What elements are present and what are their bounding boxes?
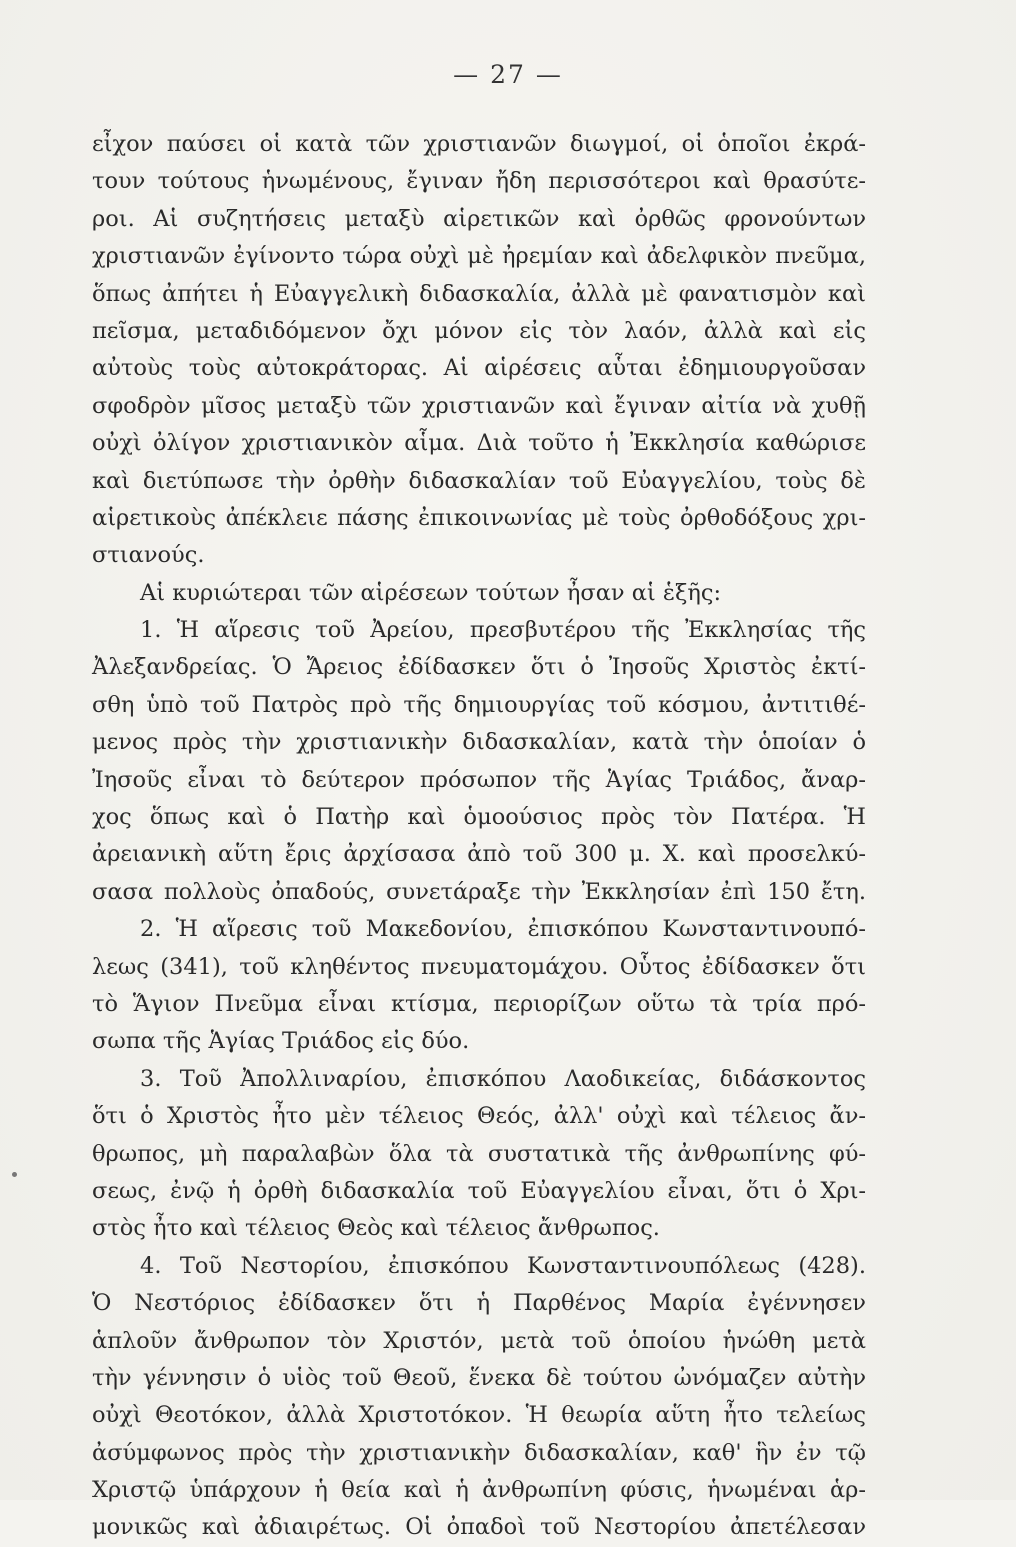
- text-line: σφοδρὸν μῖσος μεταξὺ τῶν χριστιανῶν καὶ ἔγιναν αἰτία νὰ χυθῇ: [92, 392, 866, 419]
- text-line: σωπα τῆς Ἁγίας Τριάδος εἰς δύο.: [92, 1028, 470, 1055]
- text-line: 3. Τοῦ Ἀπολλιναρίου, ἐπισκόπου Λαοδικείας, διδάσκοντος: [140, 1065, 866, 1092]
- text-line: αὐτοὺς τοὺς αὐτοκράτορας. Αἱ αἱρέσεις αὗται ἐδημιουργοῦσαν: [92, 355, 866, 382]
- text-line: 2. Ἡ αἵρεσις τοῦ Μακεδονίου, ἐπισκόπου Κωνσταντινουπό-: [140, 916, 866, 943]
- text-line: χριστιανῶν ἐγίνοντο τώρα οὐχὶ μὲ ἠρεμίαν καὶ ἀδελφικὸν πνεῦμα,: [92, 243, 866, 270]
- text-line: ἀσύμφωνος πρὸς τὴν χριστιανικὴν διδασκαλίαν, καθ' ἣν ἐν τῷ: [92, 1439, 866, 1466]
- text-line: σασα πολλοὺς ὀπαδούς, συνετάραξε τὴν Ἐκκλησίαν ἐπὶ 150 ἔτη.: [92, 878, 866, 905]
- text-line: χος ὅπως καὶ ὁ Πατὴρ καὶ ὁμοούσιος πρὸς τὸν Πατέρα. Ἡ: [92, 804, 866, 831]
- text-line: αἱρετικοὺς ἀπέκλειε πάσης ἐπικοινωνίας μὲ τοὺς ὀρθοδόξους χρι-: [92, 504, 866, 531]
- page-number: — 27 —: [453, 60, 563, 89]
- scan-speck: [12, 1172, 17, 1177]
- text-line: Ἀλεξανδρείας. Ὁ Ἄρειος ἐδίδασκεν ὅτι ὁ Ἰησοῦς Χριστὸς ἐκτί-: [92, 654, 866, 681]
- text-line: ὅπως ἀπήτει ἡ Εὐαγγελικὴ διδασκαλία, ἀλλὰ μὲ φανατισμὸν καὶ: [92, 280, 866, 307]
- text-line: ροι. Αἱ συζητήσεις μεταξὺ αἱρετικῶν καὶ ὀρθῶς φρονούντων: [92, 205, 866, 232]
- text-line: ὅτι ὁ Χριστὸς ἦτο μὲν τέλειος Θεός, ἀλλ' οὐχὶ καὶ τέλειος ἄν-: [92, 1103, 866, 1130]
- text-line: οὐχὶ Θεοτόκον, ἀλλὰ Χριστοτόκον. Ἡ θεωρία αὕτη ἦτο τελείως: [92, 1402, 866, 1429]
- text-line: στὸς ἦτο καὶ τέλειος Θεὸς καὶ τέλειος ἄνθρωπος.: [92, 1215, 660, 1242]
- text-line: πεῖσμα, μεταδιδόμενον ὄχι μόνον εἰς τὸν λαόν, ἀλλὰ καὶ εἰς: [92, 317, 866, 344]
- text-line: μονικῶς καὶ ἀδιαιρέτως. Οἱ ὀπαδοὶ τοῦ Νεστορίου ἀπετέλεσαν: [92, 1514, 866, 1541]
- text-line: 1. Ἡ αἵρεσις τοῦ Ἀρείου, πρεσβυτέρου τῆς Ἐκκλησίας τῆς: [140, 617, 866, 644]
- text-line: καὶ διετύπωσε τὴν ὀρθὴν διδασκαλίαν τοῦ Εὐαγγελίου, τοὺς δὲ: [92, 467, 866, 494]
- text-line: Αἱ κυριώτεραι τῶν αἱρέσεων τούτων ἦσαν αἱ ἑξῆς:: [140, 579, 722, 606]
- text-line: Ἰησοῦς εἶναι τὸ δεύτερον πρόσωπον τῆς Ἁγίας Τριάδος, ἄναρ-: [92, 766, 866, 793]
- text-line: τουν τούτους ἡνωμένους, ἔγιναν ἤδη περισσότεροι καὶ θρασύτε-: [92, 168, 866, 195]
- text-line: εἶχον παύσει οἱ κατὰ τῶν χριστιανῶν διωγμοί, οἱ ὁποῖοι ἐκρά-: [92, 131, 866, 157]
- text-line: τὸ Ἅγιον Πνεῦμα εἶναι κτίσμα, περιορίζων οὕτω τὰ τρία πρό-: [92, 990, 866, 1017]
- text-line: ἀρειανικὴ αὕτη ἔρις ἀρχίσασα ἀπὸ τοῦ 300 μ. Χ. καὶ προσελκύ-: [92, 841, 866, 868]
- body-text: [92, 126, 866, 1547]
- text-line: Χριστῷ ὑπάρχουν ἡ θεία καὶ ἡ ἀνθρωπίνη φύσις, ἡνωμέναι ἁρ-: [92, 1477, 866, 1504]
- text-line: 4. Τοῦ Νεστορίου, ἐπισκόπου Κωνσταντινουπόλεως (428).: [140, 1252, 866, 1279]
- text-line: ἁπλοῦν ἄνθρωπον τὸν Χριστόν, μετὰ τοῦ ὁποίου ἡνώθη μετὰ: [92, 1327, 866, 1354]
- text-line: σθη ὑπὸ τοῦ Πατρὸς πρὸ τῆς δημιουργίας τοῦ κόσμου, ἀντιτιθέ-: [92, 691, 866, 718]
- text-line: τὴν γέννησιν ὁ υἱὸς τοῦ Θεοῦ, ἕνεκα δὲ τούτου ὠνόμαζεν αὐτὴν: [92, 1364, 866, 1391]
- text-line: στιανούς.: [92, 542, 205, 569]
- text-line: μενος πρὸς τὴν χριστιανικὴν διδασκαλίαν, κατὰ τὴν ὁποίαν ὁ: [92, 729, 866, 756]
- text-line: λεως (341), τοῦ κληθέντος πνευματομάχου. Οὗτος ἐδίδασκεν ὅτι: [92, 953, 866, 980]
- text-line: θρωπος, μὴ παραλαβὼν ὅλα τὰ συστατικὰ τῆς ἀνθρωπίνης φύ-: [92, 1140, 866, 1167]
- text-line: οὐχὶ ὀλίγον χριστιανικὸν αἷμα. Διὰ τοῦτο ἡ Ἐκκλησία καθώρισε: [92, 430, 866, 457]
- text-line: σεως, ἐνῷ ἡ ὀρθὴ διδασκαλία τοῦ Εὐαγγελίου εἶναι, ὅτι ὁ Χρι-: [92, 1177, 866, 1204]
- text-line: Ὁ Νεστόριος ἐδίδασκεν ὅτι ἡ Παρθένος Μαρία ἐγέννησεν: [92, 1290, 866, 1317]
